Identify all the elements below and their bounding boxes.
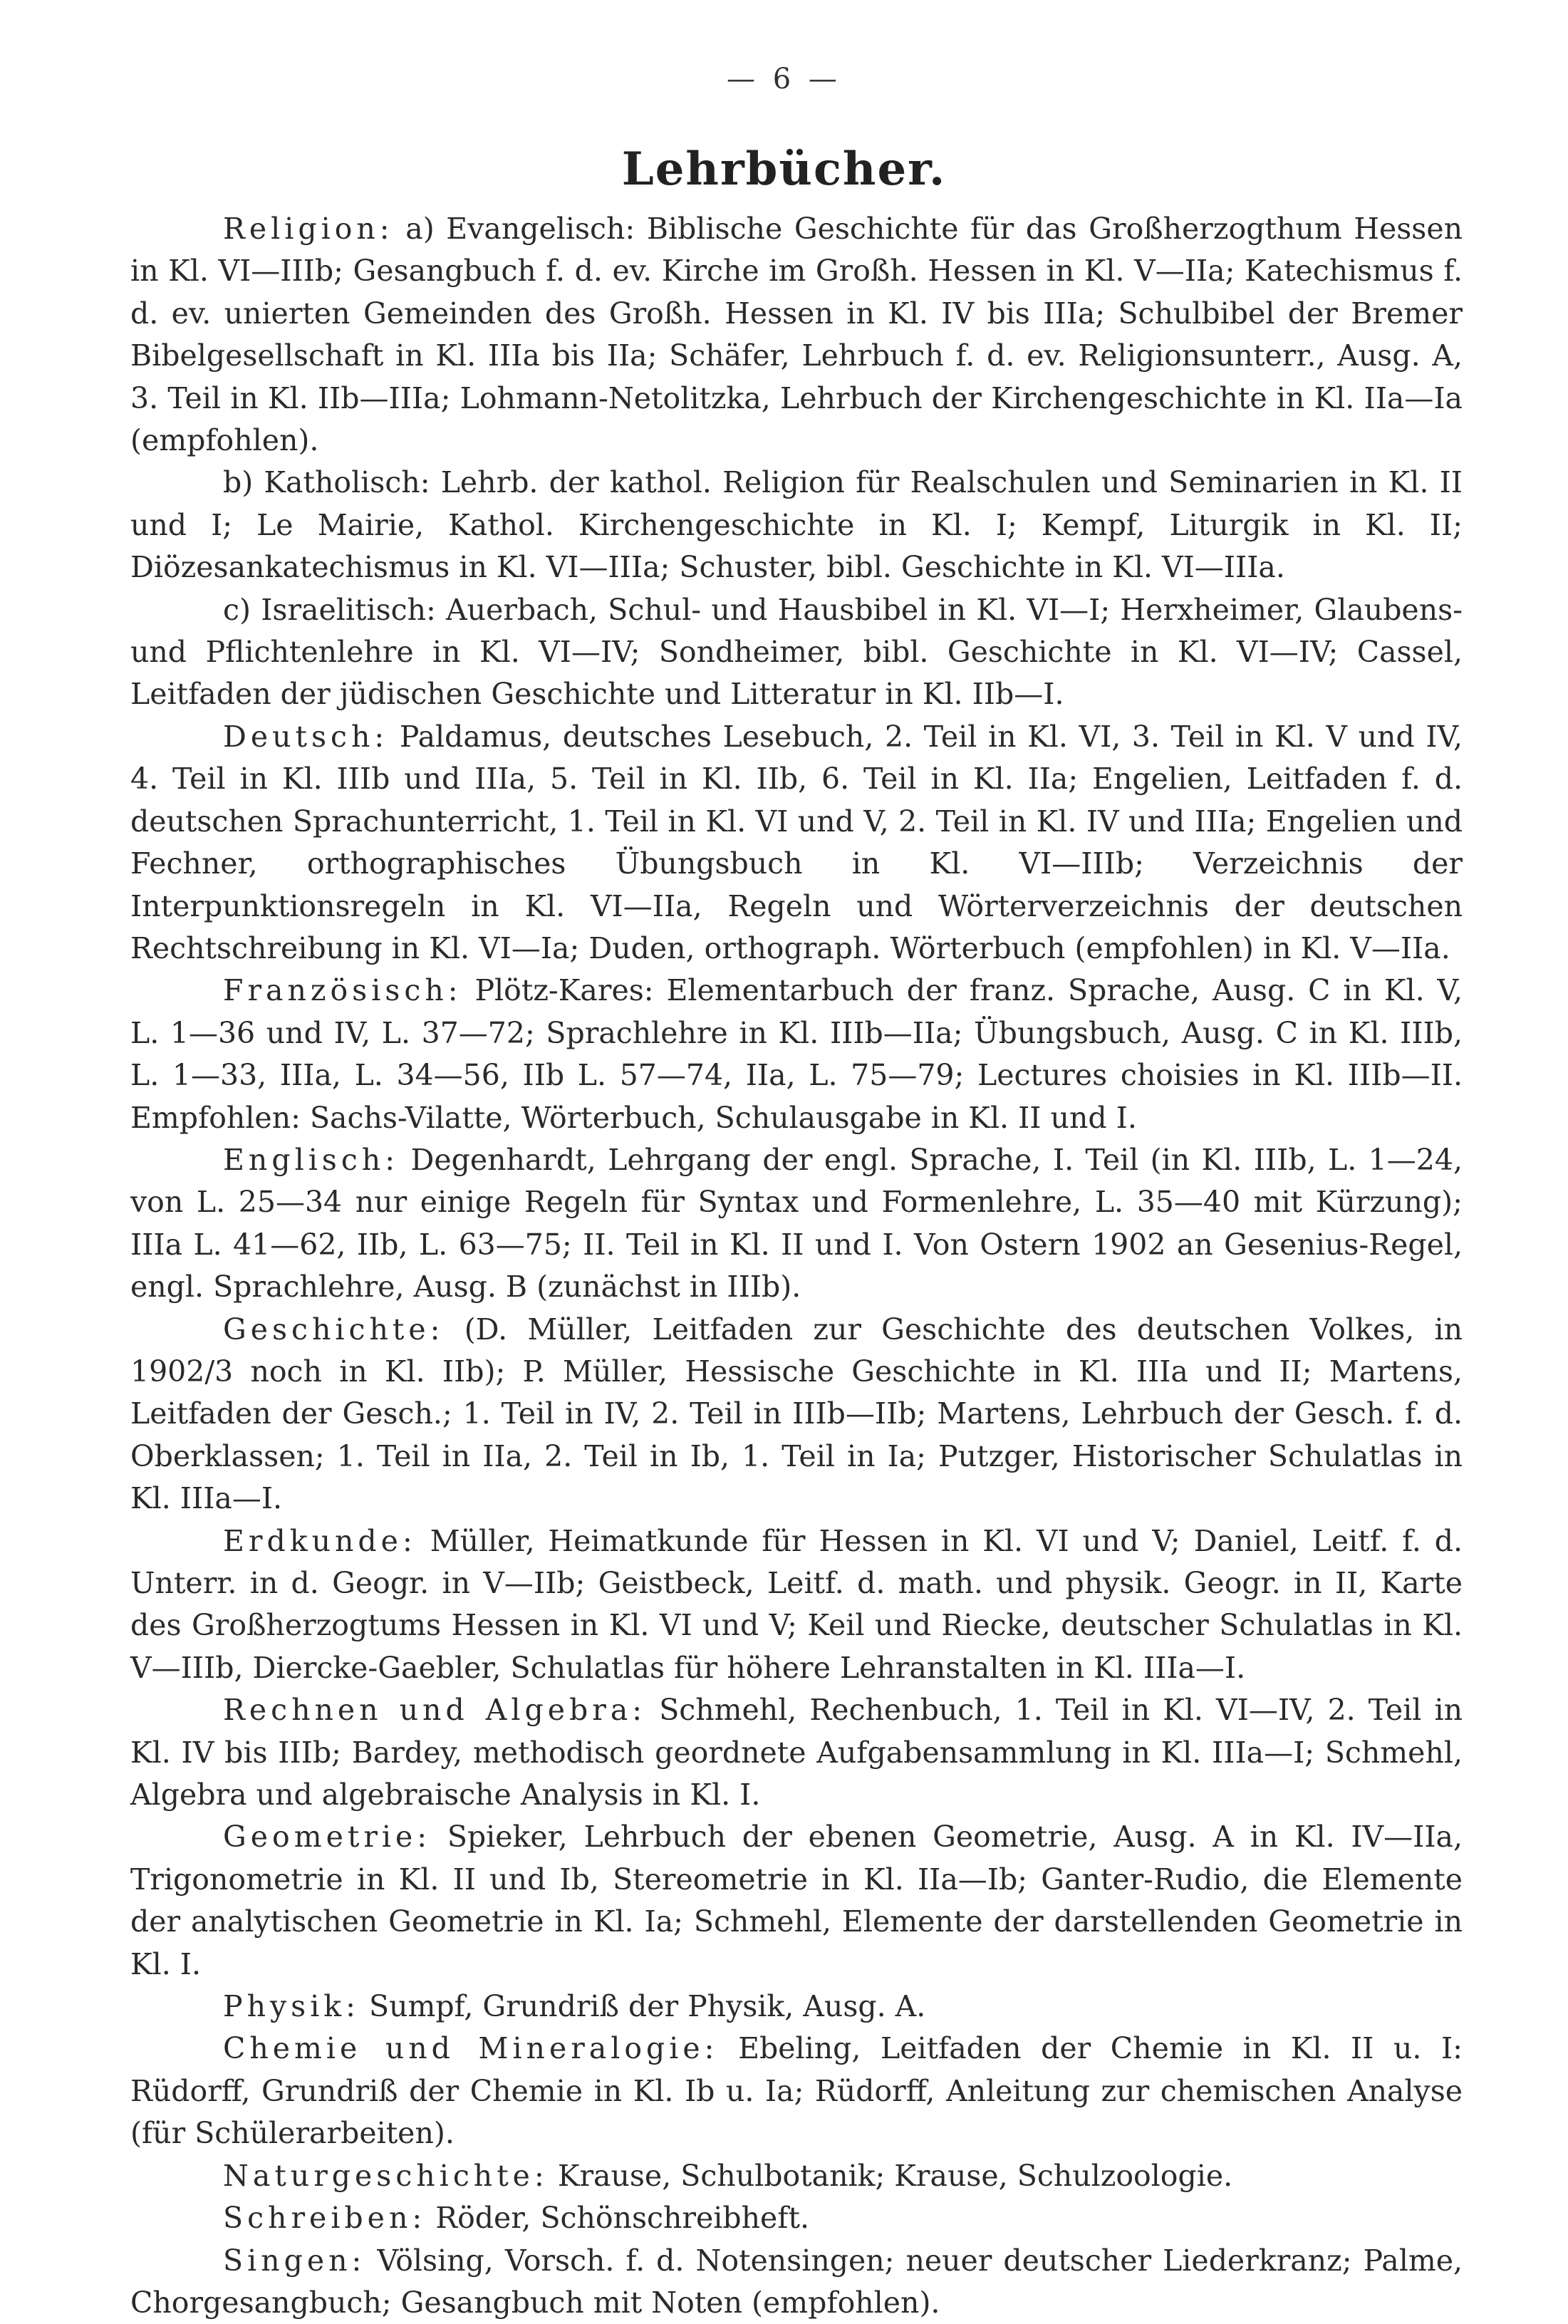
paragraph-geometrie — [130, 1816, 1463, 1986]
paragraph-text: (D. Müller, Leitfaden zur Geschichte des deutschen Volkes, in 1902/3 noch in Kl. IIb); P. Müller, Hessische Geschichte in Kl. IIIa und II; Martens, Leitfaden der Gesch.; 1. Teil in IV, 2. Teil in IIIb—IIb; Martens, Lehrbuch der Gesch. f. d. Oberklassen; 1. Teil in IIa, 2. Teil in Ib, 1. Teil in Ia; Putzger, Historischer Schulatlas in Kl. IIIa—I. — [130, 1312, 1463, 1516]
paragraph-rechnen-algebra — [130, 1689, 1463, 1816]
paragraph-franzoesisch — [130, 970, 1463, 1139]
subject-label: Singen: — [223, 2243, 365, 2278]
paragraph-schreiben — [130, 2197, 1463, 2239]
page-title: Lehrbücher. — [0, 142, 1568, 196]
subject-label: Erdkunde: — [223, 1524, 417, 1558]
document-body — [130, 208, 1463, 2324]
paragraph-text: Ebeling, Leitfaden der Chemie in Kl. II u. I: Rüdorff, Grundriß der Chemie in Kl. Ib u. Ia; Rüdorff, Anleitung zur chemischen Analyse (für Schülerarbeiten). — [130, 2031, 1463, 2150]
page-number: — 6 — — [0, 63, 1568, 95]
paragraph-text: Plötz-Kares: Elementarbuch der franz. Sprache, Ausg. C in Kl. V, L. 1—36 und IV, L. 37—72; Sprachlehre in Kl. IIIb—IIa; Übungsbuch, Ausg. C in Kl. IIIb, L. 1—33, IIIa, L. 34—56, IIb L. 57—74, IIa, L. 75—79; Lectures choisies in Kl. IIIb—II. Empfohlen: Sachs-Vilatte, Wörterbuch, Schulausgabe in Kl. II und I. — [130, 973, 1463, 1134]
paragraph-text: Spieker, Lehrbuch der ebenen Geometrie, Ausg. A in Kl. IV—IIa, Trigonometrie in Kl. II und Ib, Stereometrie in Kl. IIa—Ib; Ganter-Rudio, die Elemente der analytischen Geometrie in Kl. Ia; Schmehl, Elemente der darstellenden Geometrie in Kl. I. — [130, 1820, 1463, 1981]
paragraph-text: Paldamus, deutsches Lesebuch, 2. Teil in Kl. VI, 3. Teil in Kl. V und IV, 4. Teil in Kl. IIIb und IIIa, 5. Teil in Kl. IIb, 6. Teil in Kl. IIa; Engelien, Leitfaden f. d. deutschen Sprachunterricht, 1. Teil in Kl. VI und V, 2. Teil in Kl. IV und IIIa; Engelien und Fechner, orthographisches Übungsbuch in Kl. VI—IIIb; Verzeichnis der Interpunktionsregeln in Kl. VI—IIa, Regeln und Wörterverzeichnis der deutschen Rechtschreibung in Kl. VI—Ia; Duden, orthograph. Wörterbuch (empfohlen) in Kl. V—IIa. — [130, 720, 1463, 965]
subject-label: Englisch: — [223, 1143, 399, 1177]
paragraph-text: Krause, Schulbotanik; Krause, Schulzoologie. — [558, 2159, 1232, 2193]
paragraph-text: c) Israelitisch: Auerbach, Schul- und Hausbibel in Kl. VI—I; Herxheimer, Glaubens- und Pflichtenlehre in Kl. VI—IV; Sondheimer, bibl. Geschichte in Kl. VI—IV; Cassel, Leitfaden der jüdischen Geschichte und Litteratur in Kl. IIb—I. — [130, 593, 1463, 712]
paragraph-naturgeschichte — [130, 2155, 1463, 2197]
subject-label: Geometrie: — [223, 1820, 431, 1854]
subject-label: Rechnen und Algebra: — [223, 1693, 646, 1727]
paragraph-singen — [130, 2240, 1463, 2324]
subject-label: Geschichte: — [223, 1312, 444, 1347]
subject-label: Physik: — [223, 1989, 360, 2023]
paragraph-text: Schmehl, Rechenbuch, 1. Teil in Kl. VI—IV, 2. Teil in Kl. IV bis IIIb; Bardey, methodisch geordnete Aufgabensammlung in Kl. IIIa—I; Schmehl, Algebra und algebraische Analysis in Kl. I. — [130, 1693, 1463, 1812]
paragraph-text: b) Katholisch: Lehrb. der kathol. Religion für Realschulen und Seminarien in Kl. II und I; Le Mairie, Kathol. Kirchengeschichte in Kl. I; Kempf, Liturgik in Kl. II; Diözesankatechismus in Kl. VI—IIIa; Schuster, bibl. Geschichte in Kl. VI—IIIa. — [130, 465, 1463, 584]
paragraph-religion-katholisch — [130, 462, 1463, 588]
paragraph-text: Sumpf, Grundriß der Physik, Ausg. A. — [369, 1989, 925, 2023]
subject-label: Deutsch: — [223, 720, 388, 754]
paragraph-erdkunde — [130, 1520, 1463, 1690]
paragraph-geschichte — [130, 1309, 1463, 1520]
paragraph-text: Völsing, Vorsch. f. d. Notensingen; neuer deutscher Liederkranz; Palme, Chorgesangbuch; Gesangbuch mit Noten (empfohlen). — [130, 2243, 1463, 2320]
paragraph-text: a) Evangelisch: Biblische Geschichte für das Großherzogthum Hessen in Kl. VI—IIIb; Gesangbuch f. d. ev. Kirche im Großh. Hessen in Kl. V—IIa; Katechismus f. d. ev. unierten Gemeinden des Großh. Hessen in Kl. IV bis IIIa; Schulbibel der Bremer Bibelgesellschaft in Kl. IIIa bis IIa; Schäfer, Lehrbuch f. d. ev. Religionsunterr., Ausg. A, 3. Teil in Kl. IIb—IIIa; Lohmann-Netolitzka, Lehrbuch der Kirchengeschichte in Kl. IIa—Ia (empfohlen). — [130, 212, 1463, 457]
paragraph-religion-evangelisch — [130, 208, 1463, 462]
paragraph-text: Degenhardt, Lehrgang der engl. Sprache, I. Teil (in Kl. IIIb, L. 1—24, von L. 25—34 nur einige Regeln für Syntax und Formenlehre, L. 35—40 mit Kürzung); IIIa L. 41—62, IIb, L. 63—75; II. Teil in Kl. II und I. Von Ostern 1902 an Gesenius-Regel, engl. Sprachlehre, Ausg. B (zunächst in IIIb). — [130, 1143, 1463, 1304]
paragraph-religion-israelitisch — [130, 589, 1463, 716]
subject-label: Französisch: — [223, 973, 462, 1007]
paragraph-chemie-mineralogie — [130, 2028, 1463, 2154]
paragraph-text: Röder, Schönschreibheft. — [435, 2201, 809, 2235]
subject-label: Naturgeschichte: — [223, 2159, 549, 2193]
paragraph-deutsch — [130, 716, 1463, 970]
paragraph-text: Müller, Heimatkunde für Hessen in Kl. VI und V; Daniel, Leitf. f. d. Unterr. in d. Geogr. in V—IIb; Geistbeck, Leitf. d. math. und physik. Geogr. in II, Karte des Großherzogtums Hessen in Kl. VI und V; Keil und Riecke, deutscher Schulatlas in Kl. V—IIIb, Diercke-Gaebler, Schulatlas für höhere Lehranstalten in Kl. IIIa—I. — [130, 1524, 1463, 1685]
subject-label: Chemie und Mineralogie: — [223, 2031, 719, 2065]
subject-label: Schreiben: — [223, 2201, 426, 2235]
paragraph-physik — [130, 1986, 1463, 2028]
paragraph-englisch — [130, 1139, 1463, 1309]
subject-label: Religion: — [223, 212, 394, 246]
